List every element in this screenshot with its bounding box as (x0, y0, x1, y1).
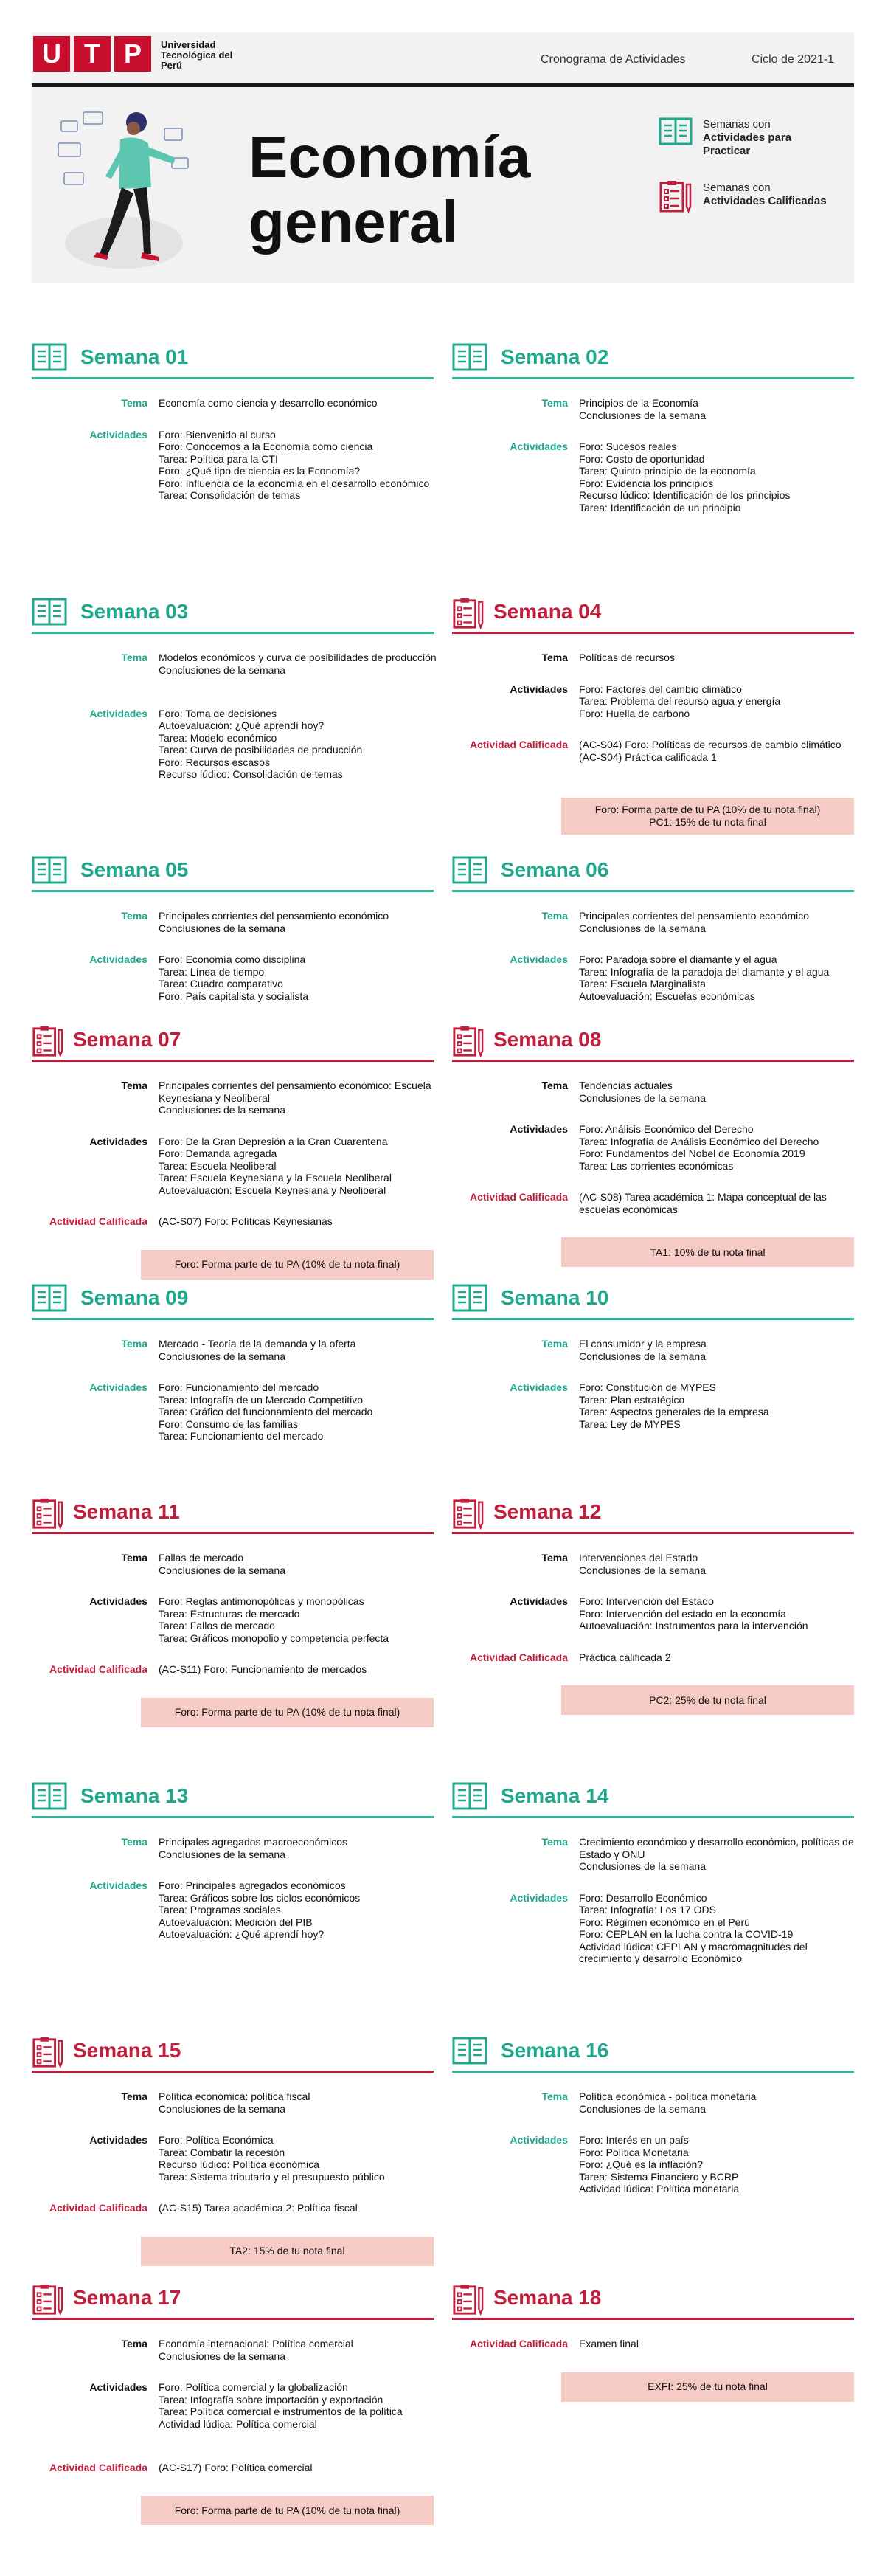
tema-line: Principales corrientes del pensamiento económico: Escuela Keynesiana y Neoliberal (159, 1080, 431, 1104)
checklist-icon (452, 1497, 485, 1531)
actividades-values (159, 953, 437, 1002)
university-name: Universidad Tecnológica del Perú (161, 39, 233, 71)
week-title: Semana 05 (80, 858, 189, 881)
tema-label: Tema (541, 2090, 568, 2102)
actividades-line: Autoevaluación: ¿Qué aprendí hoy? (159, 1928, 324, 1940)
actividades-line: Foro: Consumo de las familias (159, 1418, 299, 1430)
tema-values (579, 1836, 858, 1873)
grade-weight-note (141, 1250, 434, 1280)
actividades-line: Tarea: Fallos de mercado (159, 1620, 275, 1631)
actividades-values (159, 1595, 437, 1644)
book-icon (452, 855, 487, 885)
actividades-line: Tarea: Línea de tiempo (159, 965, 265, 978)
tema-label: Tema (541, 397, 568, 409)
actividades-values (159, 1136, 437, 1197)
actividades-values (159, 708, 437, 781)
actividades-line: Tarea: Infografía: Los 17 ODS (579, 1904, 716, 1916)
actividades-values (579, 683, 858, 720)
actividades-line: Foro: Influencia de la economía en el desarrollo económico (159, 477, 430, 489)
actividades-line: Foro: Factores del cambio climático (579, 683, 742, 695)
tema-values (159, 1552, 437, 1576)
tema-values (579, 1552, 858, 1576)
actividades-label: Actividades (89, 1381, 148, 1393)
tema-label: Tema (121, 1338, 148, 1350)
actividades-line: Foro: ¿Qué es la inflación? (579, 2158, 704, 2170)
week-header (32, 2280, 434, 2320)
tema-line: Economía como ciencia y desarrollo económico (159, 397, 378, 409)
tema-line: Conclusiones de la semana (579, 409, 706, 421)
actividades-line: Foro: Interés en un país (579, 2134, 689, 2146)
tema-values (579, 1080, 858, 1104)
actividades-line: Foro: Desarrollo Económico (579, 1891, 707, 1904)
actividades-line: Foro: Intervención del Estado (579, 1595, 714, 1607)
grade-weight-note (141, 2237, 434, 2266)
actividades-line: Tarea: Funcionamiento del mercado (159, 1430, 324, 1442)
actividades-line: Foro: Evidencia los principios (579, 477, 714, 489)
actividades-line: Tarea: Estructuras de mercado (159, 1607, 300, 1620)
week-header (452, 2280, 854, 2320)
calificada-values (159, 1215, 437, 1228)
book-icon (452, 1781, 487, 1811)
logo-letter-t: T (74, 36, 111, 72)
tema-line: Conclusiones de la semana (579, 1860, 706, 1872)
actividades-line: Tarea: Sistema tributario y el presupuesto público (159, 2170, 385, 2183)
calificada-label: Actividad Calificada (469, 2338, 568, 2349)
actividades-label: Actividades (89, 1595, 148, 1607)
actividades-line: Foro: Sucesos reales (579, 441, 677, 452)
actividades-values (579, 2134, 858, 2195)
week-title: Semana 09 (80, 1286, 189, 1309)
week-title: Semana 04 (493, 600, 602, 623)
actividades-line: Tarea: Cuadro comparativo (159, 978, 283, 990)
checklist-icon (32, 1025, 64, 1059)
week-header (32, 594, 434, 634)
tema-line: Conclusiones de la semana (159, 1848, 285, 1860)
checklist-icon (32, 1497, 64, 1531)
actividades-line: Autoevaluación: ¿Qué aprendí hoy? (159, 719, 324, 731)
course-title (249, 125, 530, 255)
grade-note-line: Foro: Forma parte de tu PA (10% de tu nota final) (174, 1706, 400, 1718)
actividades-line: Autoevaluación: Escuela Keynesiana y Neoliberal (159, 1184, 386, 1196)
actividades-values (579, 441, 858, 514)
tema-line: Política económica: política fiscal (159, 2090, 310, 2102)
tema-values (159, 1836, 437, 1860)
tema-label: Tema (121, 397, 148, 409)
actividades-line: Foro: Política comercial y la globalización (159, 2381, 348, 2393)
week-header (32, 2033, 434, 2073)
actividades-line: Tarea: Infografía de Análisis Económico del Derecho (579, 1135, 819, 1147)
tema-line: Conclusiones de la semana (159, 2102, 285, 2115)
actividades-line: Foro: De la Gran Depresión a la Gran Cuarentena (159, 1135, 388, 1147)
actividades-line: Foro: Constitución de MYPES (579, 1381, 716, 1393)
tema-values (579, 397, 858, 421)
utp-logo (33, 36, 242, 72)
actividades-label: Actividades (510, 441, 568, 452)
calificada-line: (AC-S17) Foro: Política comercial (159, 2461, 313, 2473)
actividades-line: Foro: Costo de oportunidad (579, 452, 705, 465)
actividades-label: Actividades (510, 1595, 568, 1607)
week-title: Semana 13 (80, 1784, 189, 1807)
book-icon (659, 117, 693, 146)
actividades-line: Foro: Política Monetaria (579, 2146, 689, 2158)
actividades-line: Tarea: Infografía de la paradoja del diamante y el agua (579, 965, 830, 978)
actividades-values (159, 1879, 437, 1941)
tema-values (159, 652, 437, 676)
actividades-line: Tarea: Escuela Neoliberal (159, 1159, 277, 1172)
calificada-label: Actividad Calificada (49, 2202, 148, 2214)
week-title: Semana 12 (493, 1500, 602, 1523)
actividades-line: Tarea: Plan estratégico (579, 1393, 685, 1406)
actividades-line: Foro: ¿Qué tipo de ciencia es la Economía? (159, 465, 361, 477)
grade-note-line: TA1: 10% de tu nota final (650, 1246, 766, 1258)
actividades-line: Recurso lúdico: Consolidación de temas (159, 768, 343, 780)
calificada-label: Actividad Calificada (469, 1191, 568, 1203)
actividades-label: Actividades (510, 1381, 568, 1393)
tema-line: Principales agregados macroeconómicos (159, 1836, 348, 1848)
book-icon (32, 1781, 67, 1811)
actividades-values (159, 1381, 437, 1443)
tema-line: Política económica - política monetaria (579, 2090, 757, 2102)
week-header (452, 1022, 854, 1062)
week-title: Semana 03 (80, 600, 189, 623)
actividades-line: Tarea: Aspectos generales de la empresa (579, 1406, 769, 1418)
actividades-line: Foro: Régimen económico en el Perú (579, 1916, 750, 1928)
book-icon (452, 2036, 487, 2065)
week-title: Semana 17 (73, 2286, 181, 2309)
grade-weight-note (141, 2496, 434, 2525)
grade-note-line: Foro: Forma parte de tu PA (10% de tu nota final) (174, 1258, 400, 1270)
actividades-line: Foro: Política Económica (159, 2134, 274, 2146)
calificada-line: (AC-S04) Práctica calificada 1 (579, 750, 717, 763)
actividades-label: Actividades (89, 1135, 148, 1147)
actividades-line: Autoevaluación: Medición del PIB (159, 1916, 313, 1928)
week-title: Semana 08 (493, 1028, 602, 1051)
actividades-values (579, 1595, 858, 1632)
calificada-line: (AC-S08) Tarea académica 1: Mapa conceptual de las escuelas económicas (579, 1191, 827, 1215)
calificada-line: (AC-S11) Foro: Funcionamiento de mercados (159, 1663, 367, 1675)
actividades-line: Foro: Huella de carbono (579, 707, 690, 719)
actividades-line: Tarea: Curva de posibilidades de producción (159, 744, 363, 756)
actividades-line: Tarea: Escuela Keynesiana y la Escuela Neoliberal (159, 1172, 392, 1184)
actividades-line: Foro: Bienvenido al curso (159, 428, 276, 441)
tema-label: Tema (541, 652, 568, 663)
tema-line: Principales corrientes del pensamiento económico (579, 910, 810, 922)
grade-weight-note (141, 1698, 434, 1727)
tema-label: Tema (121, 1080, 148, 1091)
calificada-label: Actividad Calificada (469, 739, 568, 750)
actividades-line: Tarea: Política comercial e instrumentos de la política (159, 2406, 403, 2417)
checklist-icon (452, 597, 485, 631)
tema-label: Tema (121, 1836, 148, 1848)
actividades-values (159, 429, 437, 502)
actividades-line: Tarea: Escuela Marginalista (579, 978, 706, 990)
actividades-label: Actividades (89, 1879, 148, 1891)
tema-values (159, 910, 437, 934)
week-header (32, 339, 434, 379)
actividades-label: Actividades (510, 683, 568, 695)
calificada-label: Actividad Calificada (49, 1663, 148, 1675)
week-title: Semana 16 (501, 2039, 609, 2062)
checklist-icon (659, 180, 693, 214)
actividades-line: Tarea: Identificación de un principio (579, 501, 741, 514)
actividades-line: Tarea: Ley de MYPES (579, 1418, 681, 1430)
actividades-line: Tarea: Gráficos monopolio y competencia perfecta (159, 1631, 389, 1644)
book-icon (32, 597, 67, 626)
week-header (452, 2033, 854, 2073)
actividades-line: Tarea: Modelo económico (159, 731, 277, 744)
actividades-line: Tarea: Programas sociales (159, 1904, 281, 1916)
grade-weight-note (561, 798, 854, 835)
tema-label: Tema (121, 652, 148, 663)
logo-letter-p: P (114, 36, 151, 72)
actividades-line: Foro: Recursos escasos (159, 756, 270, 768)
checklist-icon (452, 1025, 485, 1059)
week-title: Semana 07 (73, 1028, 181, 1051)
actividades-line: Foro: Análisis Económico del Derecho (579, 1123, 754, 1135)
week-title: Semana 01 (80, 345, 189, 368)
tema-label: Tema (121, 2090, 148, 2102)
week-header (452, 1494, 854, 1534)
week-title: Semana 18 (493, 2286, 602, 2309)
grade-note-line: Foro: Forma parte de tu PA (10% de tu nota final) (594, 803, 821, 815)
tema-line: Conclusiones de la semana (159, 1564, 285, 1576)
week-header (452, 1778, 854, 1818)
actividades-line: Tarea: Sistema Financiero y BCRP (579, 2170, 739, 2183)
grade-weight-note (561, 2372, 854, 2402)
tema-values (579, 1338, 858, 1362)
calificada-line: (AC-S07) Foro: Políticas Keynesianas (159, 1215, 333, 1227)
book-icon (452, 342, 487, 372)
actividades-line: Foro: Fundamentos del Nobel de Economía 2019 (579, 1147, 805, 1159)
tema-values (159, 2338, 437, 2362)
tema-line: Fallas de mercado (159, 1552, 244, 1564)
calificada-values (579, 1651, 858, 1664)
tema-line: Conclusiones de la semana (159, 1350, 285, 1362)
tema-label: Tema (541, 1836, 568, 1848)
calificada-line: Examen final (579, 2338, 639, 2349)
week-header (452, 594, 854, 634)
actividades-line: Tarea: Política para la CTI (159, 452, 278, 465)
tema-line: Principales corrientes del pensamiento económico (159, 910, 389, 922)
actividades-values (579, 953, 858, 1002)
actividades-line: Tarea: Quinto principio de la economía (579, 465, 756, 477)
tema-label: Tema (541, 1080, 568, 1091)
actividades-line: Autoevaluación: Escuelas económicas (579, 990, 755, 1002)
actividades-line: Foro: Toma de decisiones (159, 707, 277, 719)
actividades-label: Actividades (510, 1891, 568, 1904)
calificada-values (159, 2202, 437, 2214)
calificada-label: Actividad Calificada (469, 1651, 568, 1663)
calificada-values (579, 1191, 858, 1215)
tema-line: Conclusiones de la semana (579, 922, 706, 934)
tema-label: Tema (541, 1338, 568, 1350)
actividades-values (579, 1381, 858, 1430)
tema-line: Intervenciones del Estado (579, 1552, 698, 1564)
actividades-line: Foro: Paradoja sobre el diamante y el agua (579, 953, 777, 965)
actividades-line: Actividad lúdica: Política comercial (159, 2417, 317, 2430)
header-banner (32, 32, 854, 283)
tema-line: Conclusiones de la semana (579, 2102, 706, 2115)
calificada-values (579, 2338, 858, 2350)
actividades-line: Actividad lúdica: CEPLAN y macromagnitudes del crecimiento y desarrollo Económico (579, 1940, 808, 1964)
calificada-values (579, 739, 858, 763)
book-icon (452, 1283, 487, 1313)
actividades-line: Tarea: Infografía sobre importación y exportación (159, 2393, 384, 2406)
tema-line: Modelos económicos y curva de posibilidades de producción (159, 652, 437, 663)
tema-line: Tendencias actuales (579, 1080, 673, 1091)
legend-graded-text: Semanas con Actividades Calificadas (703, 182, 827, 207)
calificada-values (159, 1663, 437, 1676)
actividades-label: Actividades (89, 2381, 148, 2393)
actividades-line: Tarea: Infografía de un Mercado Competitivo (159, 1393, 364, 1406)
actividades-line: Foro: Principales agregados económicos (159, 1879, 346, 1891)
tema-line: Conclusiones de la semana (159, 663, 285, 676)
week-title: Semana 14 (501, 1784, 609, 1807)
tema-values (159, 1338, 437, 1362)
grade-note-line: EXFI: 25% de tu nota final (648, 2380, 768, 2392)
grade-note-line: PC2: 25% de tu nota final (649, 1693, 766, 1706)
legend-practice-text: Semanas con Actividades para Practicar (703, 118, 792, 157)
tema-line: Economía internacional: Política comercial (159, 2338, 353, 2349)
week-title: Semana 15 (73, 2039, 181, 2062)
actividades-values (159, 2134, 437, 2183)
tema-values (159, 2090, 437, 2115)
grade-note-line: Foro: Forma parte de tu PA (10% de tu nota final) (174, 2504, 400, 2516)
book-icon (32, 1283, 67, 1313)
calificada-line: (AC-S15) Tarea académica 2: Política fiscal (159, 2202, 358, 2214)
student-illustration (54, 106, 201, 269)
week-title: Semana 10 (501, 1286, 609, 1309)
tema-line: Crecimiento económico y desarrollo económico, políticas de Estado y ONU (579, 1836, 854, 1860)
tema-label: Tema (541, 910, 568, 922)
tema-values (159, 397, 437, 410)
week-header (452, 1280, 854, 1320)
tema-line: Mercado - Teoría de la demanda y la oferta (159, 1338, 356, 1350)
tema-line: Políticas de recursos (579, 652, 675, 663)
checklist-icon (32, 2036, 64, 2070)
actividades-line: Recurso lúdico: Política económica (159, 2158, 319, 2170)
week-header (32, 1778, 434, 1818)
calificada-label: Actividad Calificada (49, 1215, 148, 1227)
checklist-icon (32, 2283, 64, 2317)
tema-label: Tema (121, 2338, 148, 2349)
actividades-label: Actividades (510, 1123, 568, 1135)
actividades-label: Actividades (510, 2134, 568, 2146)
actividades-values (579, 1123, 858, 1172)
actividades-line: Foro: Economía como disciplina (159, 953, 306, 965)
tema-label: Tema (121, 1552, 148, 1564)
tema-line: Conclusiones de la semana (579, 1564, 706, 1576)
actividades-label: Actividades (510, 953, 568, 965)
week-header (32, 1022, 434, 1062)
actividades-line: Foro: Intervención del estado en la economía (579, 1607, 786, 1620)
schedule-label: Cronograma de Actividades (541, 53, 686, 66)
tema-values (579, 652, 858, 664)
week-title: Semana 11 (73, 1500, 180, 1523)
actividades-label: Actividades (89, 428, 148, 441)
week-header (452, 339, 854, 379)
actividades-line: Tarea: Combatir la recesión (159, 2146, 285, 2158)
checklist-icon (452, 2283, 485, 2317)
actividades-line: Foro: Funcionamiento del mercado (159, 1381, 319, 1393)
actividades-line: Tarea: Gráfico del funcionamiento del mercado (159, 1406, 373, 1418)
actividades-line: Foro: CEPLAN en la lucha contra la COVID-19 (579, 1928, 794, 1940)
actividades-line: Actividad lúdica: Política monetaria (579, 2183, 740, 2195)
week-title: Semana 02 (501, 345, 609, 368)
calificada-line: (AC-S04) Foro: Políticas de recursos de cambio climático (579, 739, 841, 750)
actividades-line: Foro: Conocemos a la Economía como ciencia (159, 441, 373, 452)
week-header (32, 1494, 434, 1534)
actividades-values (579, 1892, 858, 1965)
week-header (32, 852, 434, 892)
logo-letter-u: U (33, 36, 70, 72)
actividades-line: Autoevaluación: Instrumentos para la intervención (579, 1620, 808, 1631)
grade-note-line: TA2: 15% de tu nota final (229, 2245, 345, 2256)
actividades-line: Foro: País capitalista y socialista (159, 990, 309, 1002)
tema-label: Tema (541, 1552, 568, 1564)
actividades-line: Tarea: Gráficos sobre los ciclos económicos (159, 1891, 361, 1904)
actividades-label: Actividades (89, 2134, 148, 2146)
tema-line: Conclusiones de la semana (159, 922, 285, 934)
tema-values (579, 910, 858, 934)
grade-weight-note (561, 1237, 854, 1267)
week-title: Semana 06 (501, 858, 609, 881)
calificada-line: Práctica calificada 2 (579, 1651, 671, 1663)
grade-note-line: PC1: 15% de tu nota final (649, 815, 766, 828)
course-title-line2: general (249, 189, 459, 255)
book-icon (32, 342, 67, 372)
tema-line: Conclusiones de la semana (579, 1350, 706, 1362)
tema-line: Conclusiones de la semana (579, 1091, 706, 1104)
actividades-line: Tarea: Problema del recurso agua y energía (579, 695, 781, 707)
actividades-line: Tarea: Las corrientes económicas (579, 1159, 734, 1172)
tema-values (579, 2090, 858, 2115)
calificada-values (159, 2462, 437, 2474)
actividades-line: Recurso lúdico: Identificación de los principios (579, 489, 791, 501)
tema-values (159, 1080, 437, 1116)
tema-line: Conclusiones de la semana (159, 1104, 285, 1116)
book-icon (32, 855, 67, 885)
top-bar (32, 32, 854, 87)
week-header (32, 1280, 434, 1320)
week-header (452, 852, 854, 892)
tema-label: Tema (121, 910, 148, 922)
actividades-label: Actividades (89, 953, 148, 965)
actividades-line: Foro: Demanda agregada (159, 1147, 277, 1159)
actividades-label: Actividades (89, 707, 148, 719)
course-title-line1: Economía (249, 124, 531, 190)
cycle-label: Ciclo de 2021-1 (752, 53, 835, 66)
actividades-line: Tarea: Consolidación de temas (159, 489, 301, 501)
actividades-line: Foro: Reglas antimonopólicas y monopólicas (159, 1595, 364, 1607)
calificada-label: Actividad Calificada (49, 2461, 148, 2473)
tema-line: Conclusiones de la semana (159, 2349, 285, 2362)
actividades-values (159, 2381, 437, 2430)
grade-weight-note (561, 1685, 854, 1715)
tema-line: Principios de la Economía (579, 397, 698, 409)
tema-line: El consumidor y la empresa (579, 1338, 707, 1350)
